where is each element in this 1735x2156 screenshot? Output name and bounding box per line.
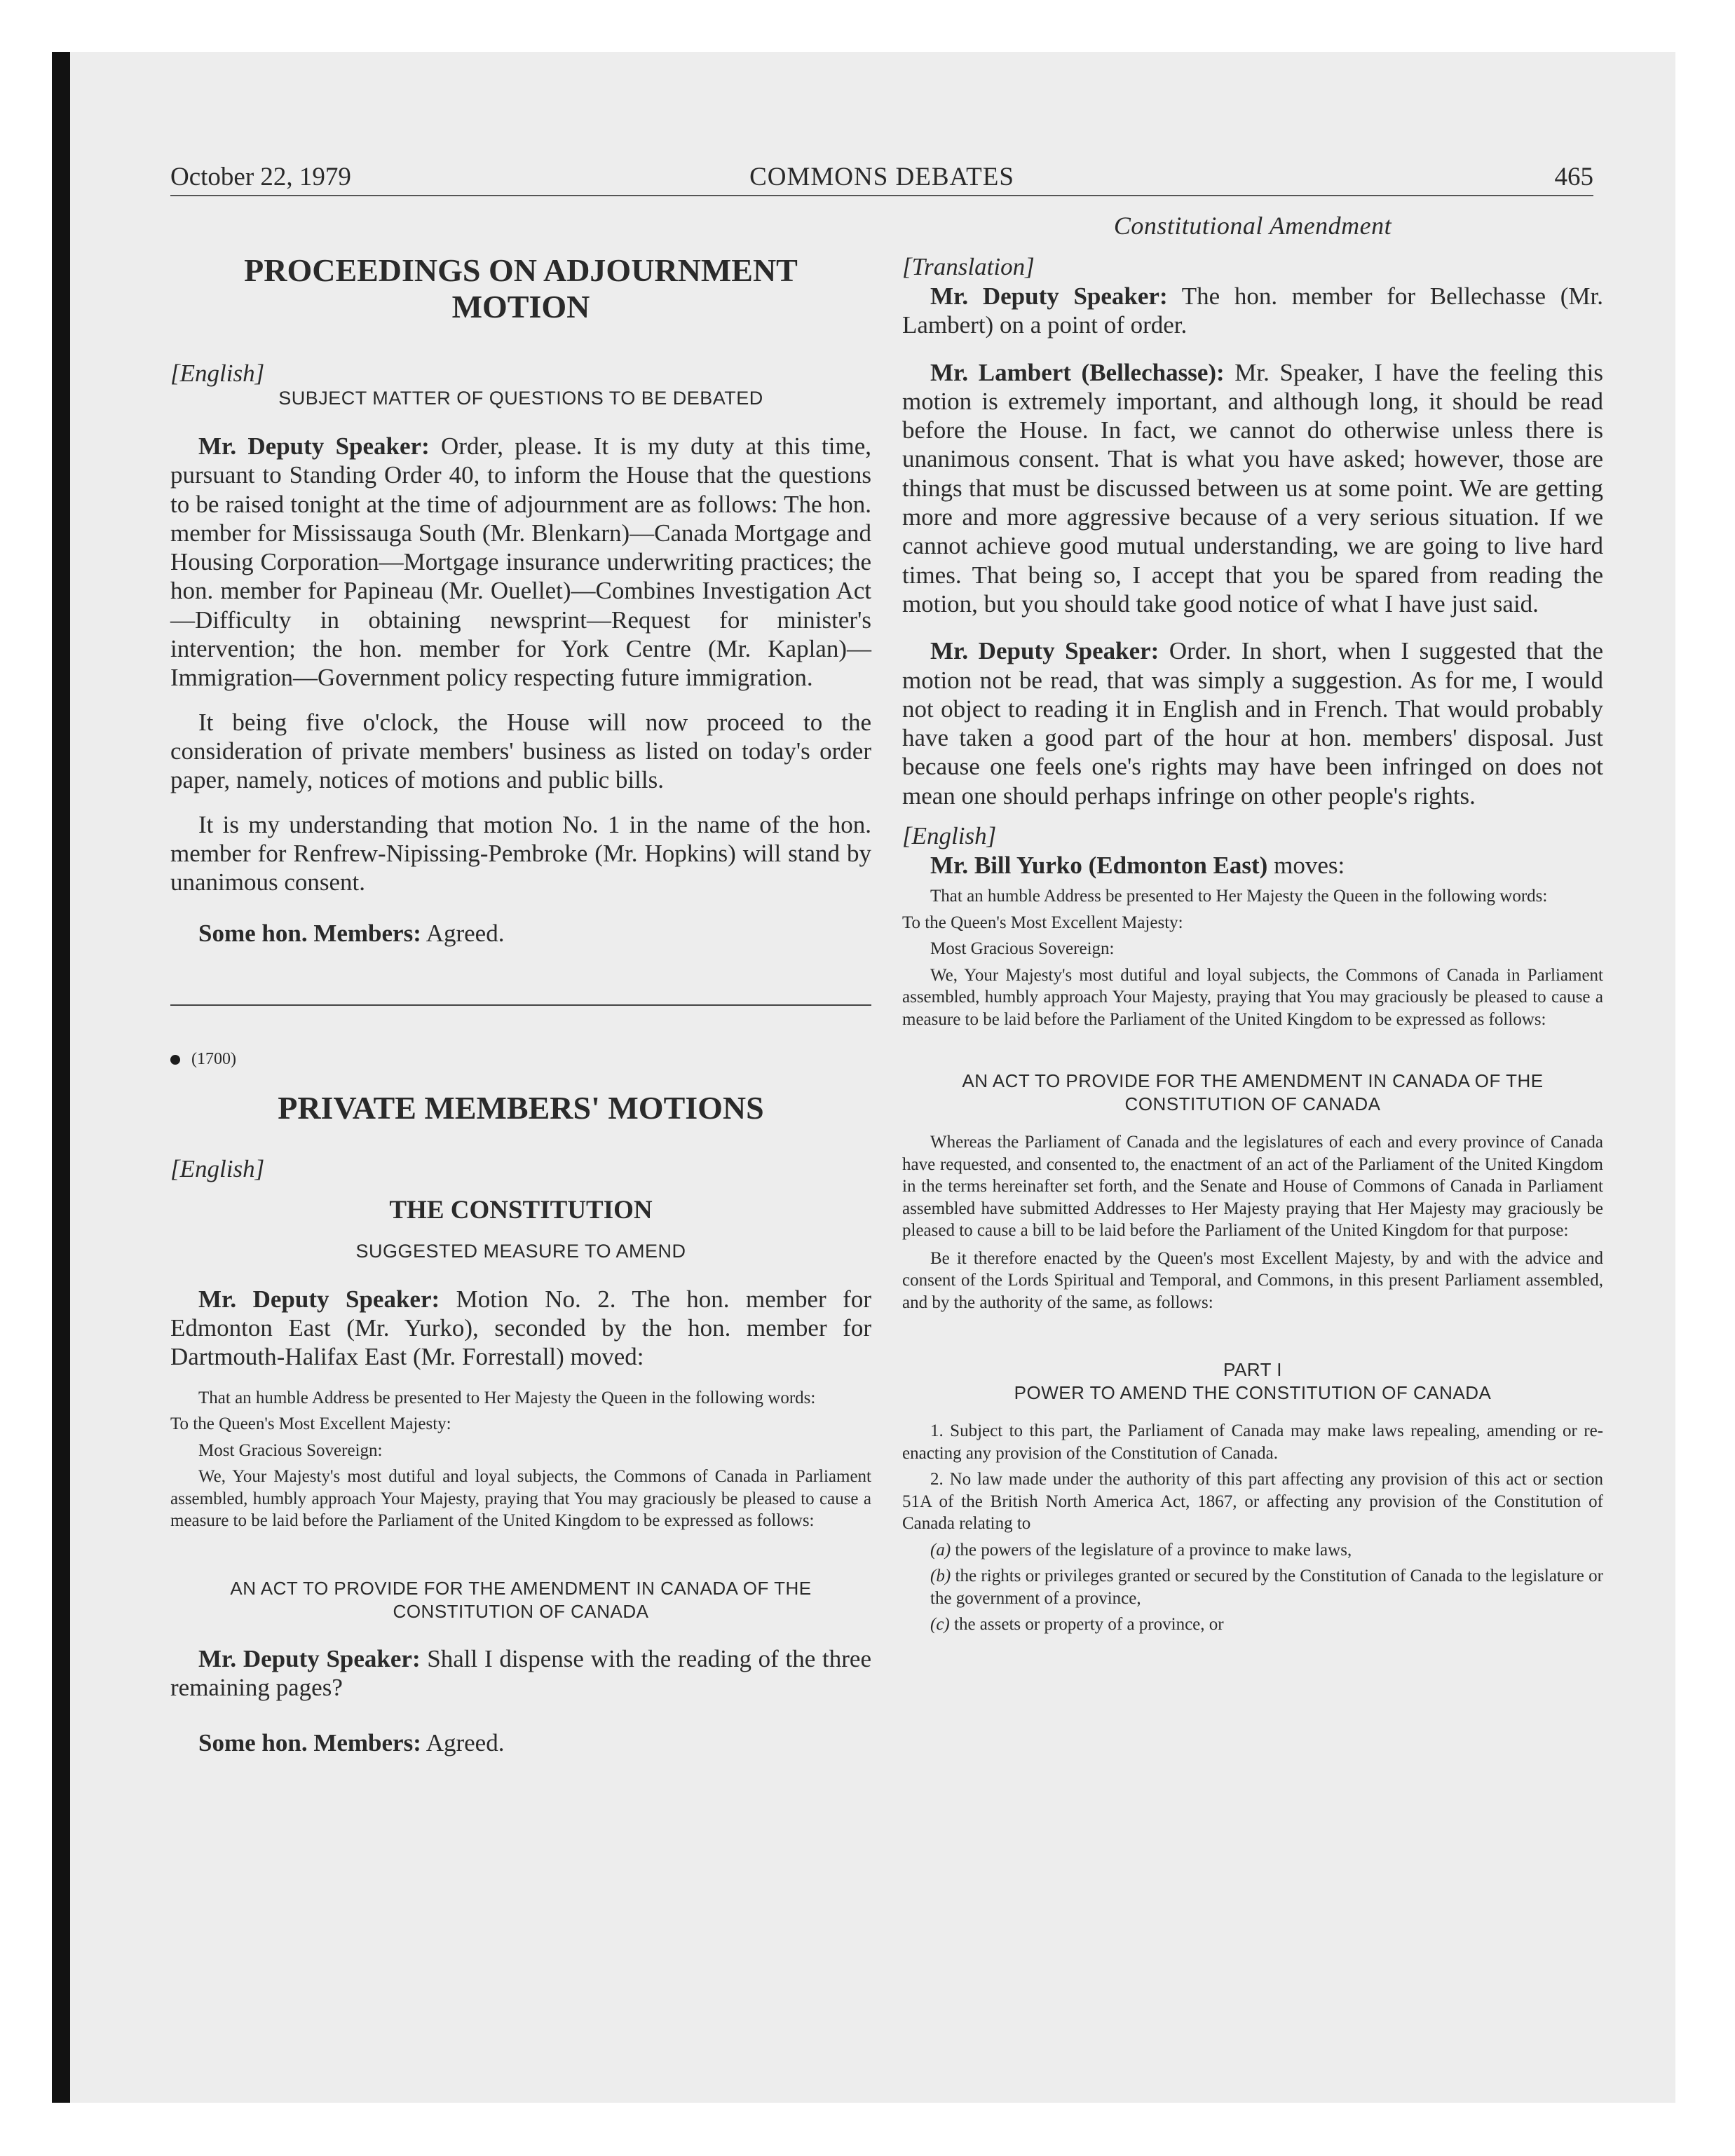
left-column [170,210,871,1758]
paragraph: Mr. Deputy Speaker: Motion No. 2. The hon. member for Edmonton East (Mr. Yurko), seconded by the hon. member for Dartmouth-Halifax East (Mr. Forrestall) moved: [170,1285,871,1371]
section-title: Constitutional Amendment [1113,212,1392,240]
speaker-name: Mr. Lambert (Bellechasse): [930,358,1225,386]
speaker-name: Some hon. Members: [198,1729,421,1757]
clause-a: (a) the powers of the legislature of a province to make laws, [930,1540,1352,1560]
header-date: October 22, 1979 [170,163,351,191]
bullet-icon [170,1055,180,1065]
paragraph: Some hon. Members: Agreed. [198,920,505,948]
part-title: POWER TO AMEND THE CONSTITUTION OF CANADA [1014,1382,1492,1404]
running-header [170,160,1593,195]
quoted-text: Most Gracious Sovereign: [198,1440,383,1460]
subheading-suggested-measure: SUGGESTED MEASURE TO AMEND [355,1240,686,1262]
quoted-text: To the Queen's Most Excellent Majesty: [170,1414,451,1434]
act-title: AN ACT TO PROVIDE FOR THE AMENDMENT IN CANADA OF THE CONSTITUTION OF CANADA [962,1070,1544,1115]
clause-c: (c) the assets or property of a province, or [930,1615,1224,1635]
subheading-questions: SUBJECT MATTER OF QUESTIONS TO BE DEBATED [278,388,763,409]
paragraph: Mr. Deputy Speaker: Order, please. It is my duty at this time, pursuant to Standing Order 40, to inform the House that the questions to be raised tonight at the time of adjournment are as follows: The hon. member for Mississauga South (Mr. Blenkarn)—Canada Mortgage and Housing Corporation—Mortgage insurance underwriting practices; the hon. member for Papineau (Mr. Ouellet)—Combines Investigation Act—Difficulty in obtaining newsprint—Request for minister's intervention; the hon. member for York Centre (Mr. Kaplan)—Immigration—Government policy respecting future immigration. [170,432,871,692]
section-1: 1. Subject to this part, the Parliament of Canada may make laws repealing, amending or re-enacting any provision of the Constitution of Canada. [902,1421,1603,1463]
part-label: PART I [1223,1359,1282,1381]
act-title: AN ACT TO PROVIDE FOR THE AMENDMENT IN CANADA OF THE CONSTITUTION OF CANADA [230,1577,812,1622]
quoted-text: That an humble Address be presented to Her Majesty the Queen in the following words: [198,1388,816,1407]
language-tag: [English] [170,1154,265,1182]
language-tag: [English] [170,360,265,387]
paragraph: Mr. Deputy Speaker: The hon. member for Bellechasse (Mr. Lambert) on a point of order. [902,282,1603,339]
language-tag: [Translation] [902,253,1035,280]
header-rule [170,195,1593,196]
quoted-text: We, Your Majesty's most dutiful and loyal subjects, the Commons of Canada in Parliament assembled, humbly approach Your Majesty, praying that You may graciously be pleased to cause a measure to be laid before the Parliament of the United Kingdom to be expressed as follows: [902,965,1603,1029]
right-column [902,210,1603,1636]
language-tag: [English] [902,822,997,850]
paragraph: Mr. Deputy Speaker: Shall I dispense with the reading of the three remaining pages? [170,1644,871,1701]
header-title: COMMONS DEBATES [749,163,1014,191]
paragraph: Mr. Bill Yurko (Edmonton East) moves: [930,852,1345,880]
quoted-text: Most Gracious Sovereign: [930,939,1115,959]
timestamp: (1700) [170,1045,871,1073]
speaker-name: Mr. Deputy Speaker: [930,282,1168,310]
scan-binding-edge [52,52,70,2103]
speaker-name: Mr. Deputy Speaker: [198,1285,440,1313]
speaker-name: Mr. Deputy Speaker: [198,432,430,460]
paragraph: It is my understanding that motion No. 1 in the name of the hon. member for Renfrew-Nipissing-Pembroke (Mr. Hopkins) will stand by unanimous consent. [170,810,871,896]
quoted-text: To the Queen's Most Excellent Majesty: [902,913,1183,932]
paragraph: Mr. Lambert (Bellechasse): Mr. Speaker, I have the feeling this motion is extremely important, and although long, it should be read before the House. In fact, we cannot do otherwise unless there is unanimous consent. That is what you have asked; however, those are things that must be discussed between us at some point. We are getting more and more aggressive because of a very serious situation. If we cannot achieve good mutual understanding, we are going to live hard times. That being so, I accept that you be spared from reading the motion, but you should take good notice of what I have just said. [902,358,1603,618]
heading-the-constitution: THE CONSTITUTION [389,1195,653,1224]
paragraph: Mr. Deputy Speaker: Order. In short, when I suggested that the motion not be read, that was simply a suggestion. As for me, I would not object to reading it in English and in French. That would probably have taken a good part of the hour at hon. members' disposal. Just because one feels one's rights may have been infringed on does not mean one should perhaps infringe on other people's rights. [902,637,1603,810]
clause-b: (b) the rights or privileges granted or secured by the Constitution of Canada to the legislature or the government of a province, [930,1567,1603,1608]
paragraph: It being five o'clock, the House will now proceed to the consideration of private members' business as listed on today's order paper, namely, notices of motions and public bills. [170,708,871,794]
section-2: 2. No law made under the authority of this part affecting any provision of this act or section 51A of the British North America Act, 1867, or affecting any provision of the Constitution of Canada relating to [902,1470,1603,1534]
heading-adjournment-motion: PROCEEDINGS ON ADJOURNMENT MOTION [244,252,798,325]
paragraph: Some hon. Members: Agreed. [198,1729,505,1757]
preamble-whereas: Whereas the Parliament of Canada and the legislatures of each and every province of Canada have requested, and consented to, the enactment of an act of the Parliament of the United Kingdom in the terms hereinafter set forth, and the Senate and House of Commons of Canada in Parliament assembled have submitted Addresses to Her Majesty praying that Her Majesty may graciously be pleased to cause a bill to be laid before the Parliament of the United Kingdom for that purpose: [902,1133,1603,1241]
speaker-name: Mr. Bill Yurko (Edmonton East) [930,852,1268,880]
quoted-text: That an humble Address be presented to Her Majesty the Queen in the following words: [930,887,1548,906]
speaker-name: Mr. Deputy Speaker: [198,1644,421,1672]
speaker-name: Mr. Deputy Speaker: [930,637,1159,665]
page-number: 465 [1554,163,1593,191]
heading-private-members-motions: PRIVATE MEMBERS' MOTIONS [278,1089,764,1126]
speaker-name: Some hon. Members: [198,920,421,948]
quoted-text: We, Your Majesty's most dutiful and loyal subjects, the Commons of Canada in Parliament assembled, humbly approach Your Majesty, praying that You may graciously be pleased to cause a measure to be laid before the Parliament of the United Kingdom to be expressed as follows: [170,1467,871,1531]
enacting-clause: Be it therefore enacted by the Queen's most Excellent Majesty, by and with the advice and consent of the Lords Spiritual and Temporal, and Commons, in this present Parliament assembled, and by the authority of the same, as follows: [902,1248,1603,1312]
